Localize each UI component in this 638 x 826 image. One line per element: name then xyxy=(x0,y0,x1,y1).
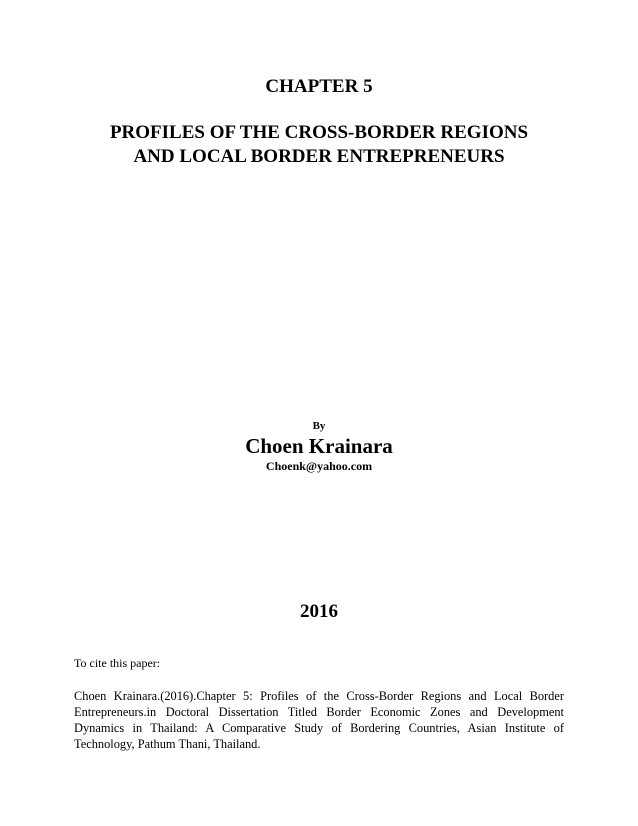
by-label: By xyxy=(312,420,326,432)
chapter-heading: CHAPTER 5 xyxy=(265,76,373,97)
chapter-title-line-1: PROFILES OF THE CROSS-BORDER REGIONS xyxy=(109,122,529,143)
author-email: Choenk@yahoo.com xyxy=(265,459,373,473)
citation-text: Choen Krainara.(2016).Chapter 5: Profiles of the Cross-Border Regions and Local Border Entrepreneurs.in Doctoral Dissertation Titled Border Economic Zones and Development Dynamics in Thailand: A Comparative Study of Bordering Countries, Asian Institute of Technology, Pathum Thani, Thailand. xyxy=(74,689,564,751)
cite-label: To cite this paper: xyxy=(74,656,161,670)
publication-year: 2016 xyxy=(300,601,338,622)
chapter-title xyxy=(0,121,638,169)
chapter-title-line-2: AND LOCAL BORDER ENTREPRENEURS xyxy=(133,146,505,167)
author-name: Choen Krainara xyxy=(245,434,393,458)
